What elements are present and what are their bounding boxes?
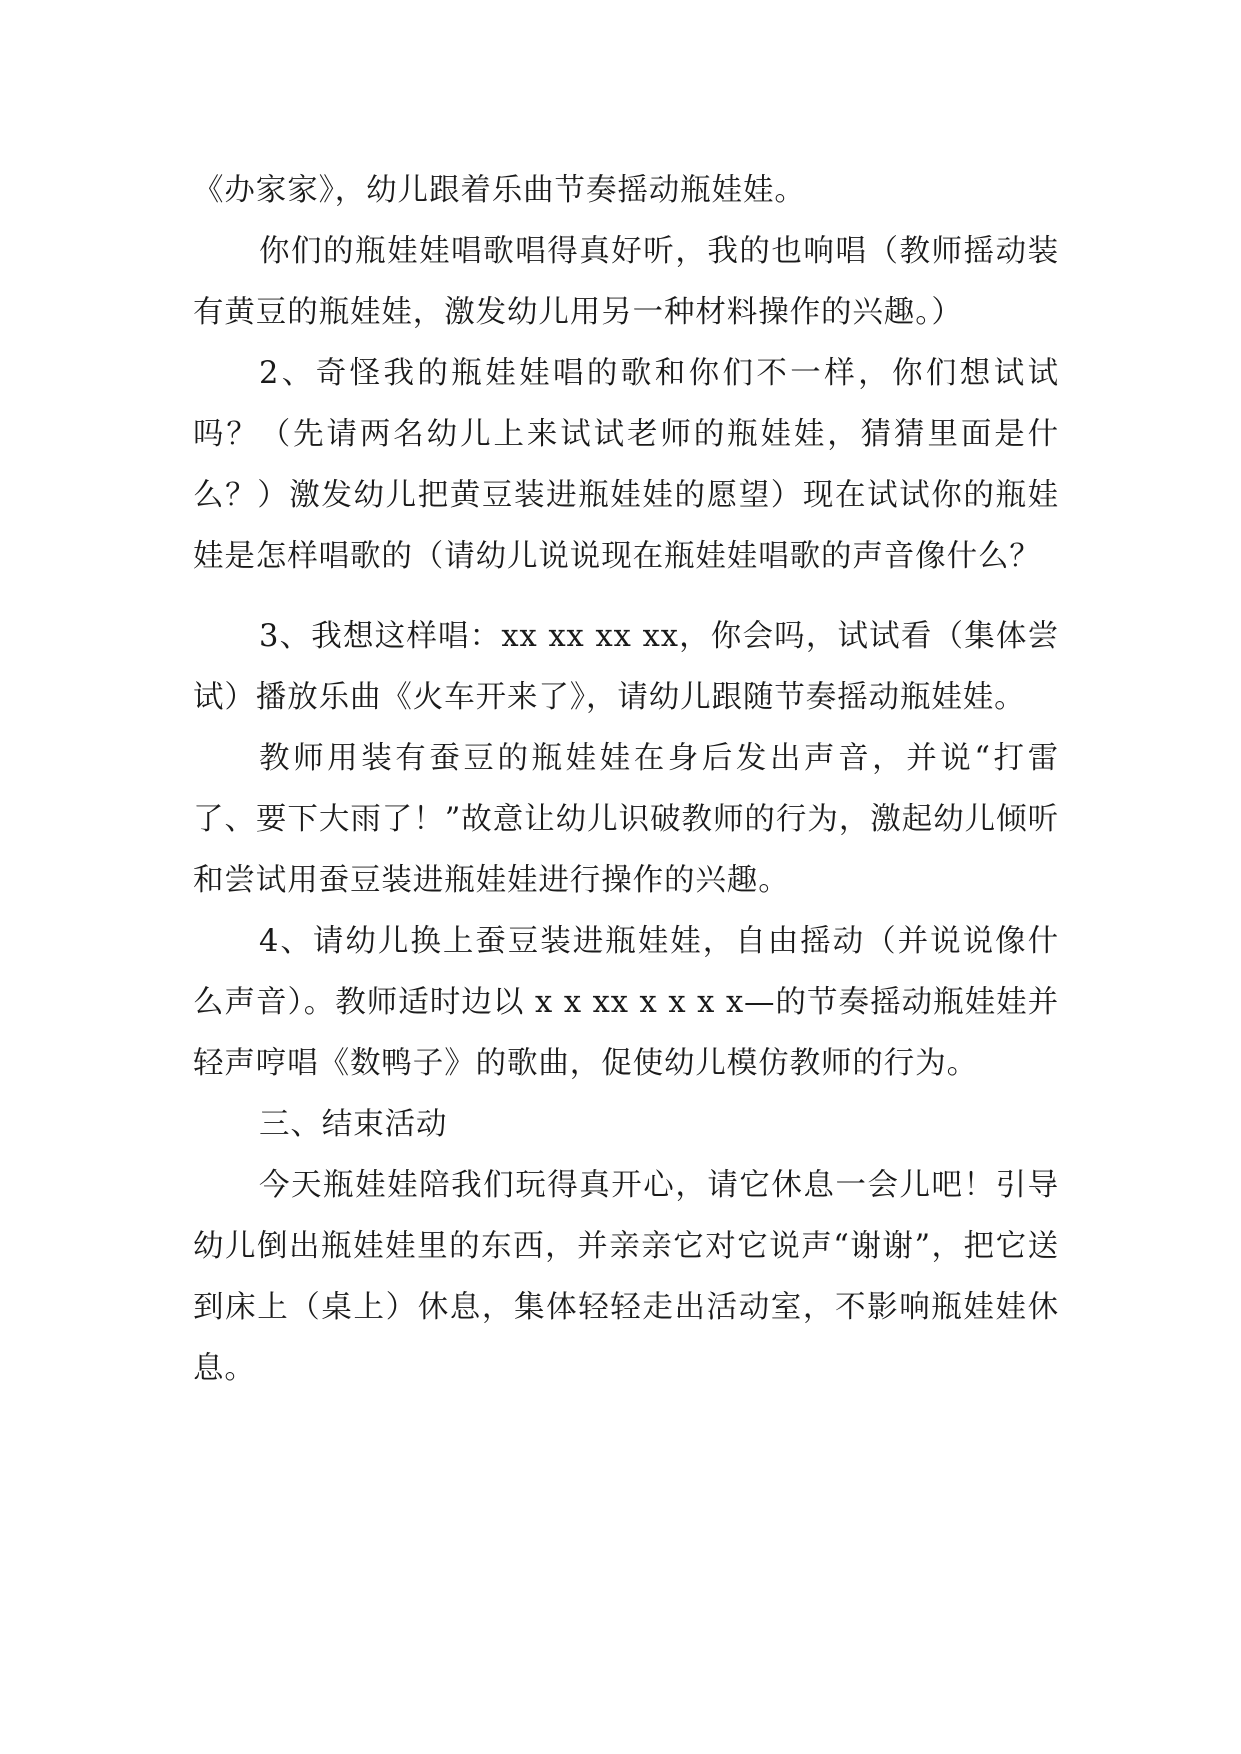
paragraph-step-2: 2、奇怪我的瓶娃娃唱的歌和你们不一样，你们想试试吗？（先请两名幼儿上来试试老师的瓶娃娃，猜猜里面是什么？）激发幼儿把黄豆装进瓶娃娃的愿望）现在试试你的瓶娃娃是怎样唱歌的（请幼儿说说现在瓶娃娃唱歌的声音像什么？: [193, 356, 1059, 574]
paragraph-step-4: 4、请幼儿换上蚕豆装进瓶娃娃，自由摇动（并说说像什么声音）。教师适时边以 x x xx x x x x—的节奏摇动瓶娃娃并轻声哼唱《数鸭子》的歌曲，促使幼儿模仿教师的行为。: [193, 924, 1059, 1081]
paragraph-step-3: 3、我想这样唱：xx xx xx xx，你会吗，试试看（集体尝试）播放乐曲《火车开来了》，请幼儿跟随节奏摇动瓶娃娃。: [193, 619, 1059, 715]
paragraph-teacher-shakes-bottle: 你们的瓶娃娃唱歌唱得真好听，我的也响唱（教师摇动装有黄豆的瓶娃娃，激发幼儿用另一种材料操作的兴趣。）: [193, 234, 1059, 330]
document-body: [193, 160, 1059, 1399]
paragraph-broad-bean-sound: 教师用装有蚕豆的瓶娃娃在身后发出声音，并说“打雷了、要下大雨了！”故意让幼儿识破教师的行为，激起幼儿倾听和尝试用蚕豆装进瓶娃娃进行操作的兴趣。: [193, 741, 1059, 898]
paragraph-closing: 今天瓶娃娃陪我们玩得真开心，请它休息一会儿吧！引导幼儿倒出瓶娃娃里的东西，并亲亲它对它说声“谢谢”，把它送到床上（桌上）休息，集体轻轻走出活动室，不影响瓶娃娃休息。: [193, 1168, 1059, 1386]
section-heading-end-activity: 三、结束活动: [259, 1107, 448, 1142]
paragraph-continuation: 《办家家》，幼儿跟着乐曲节奏摇动瓶娃娃。: [193, 173, 806, 208]
